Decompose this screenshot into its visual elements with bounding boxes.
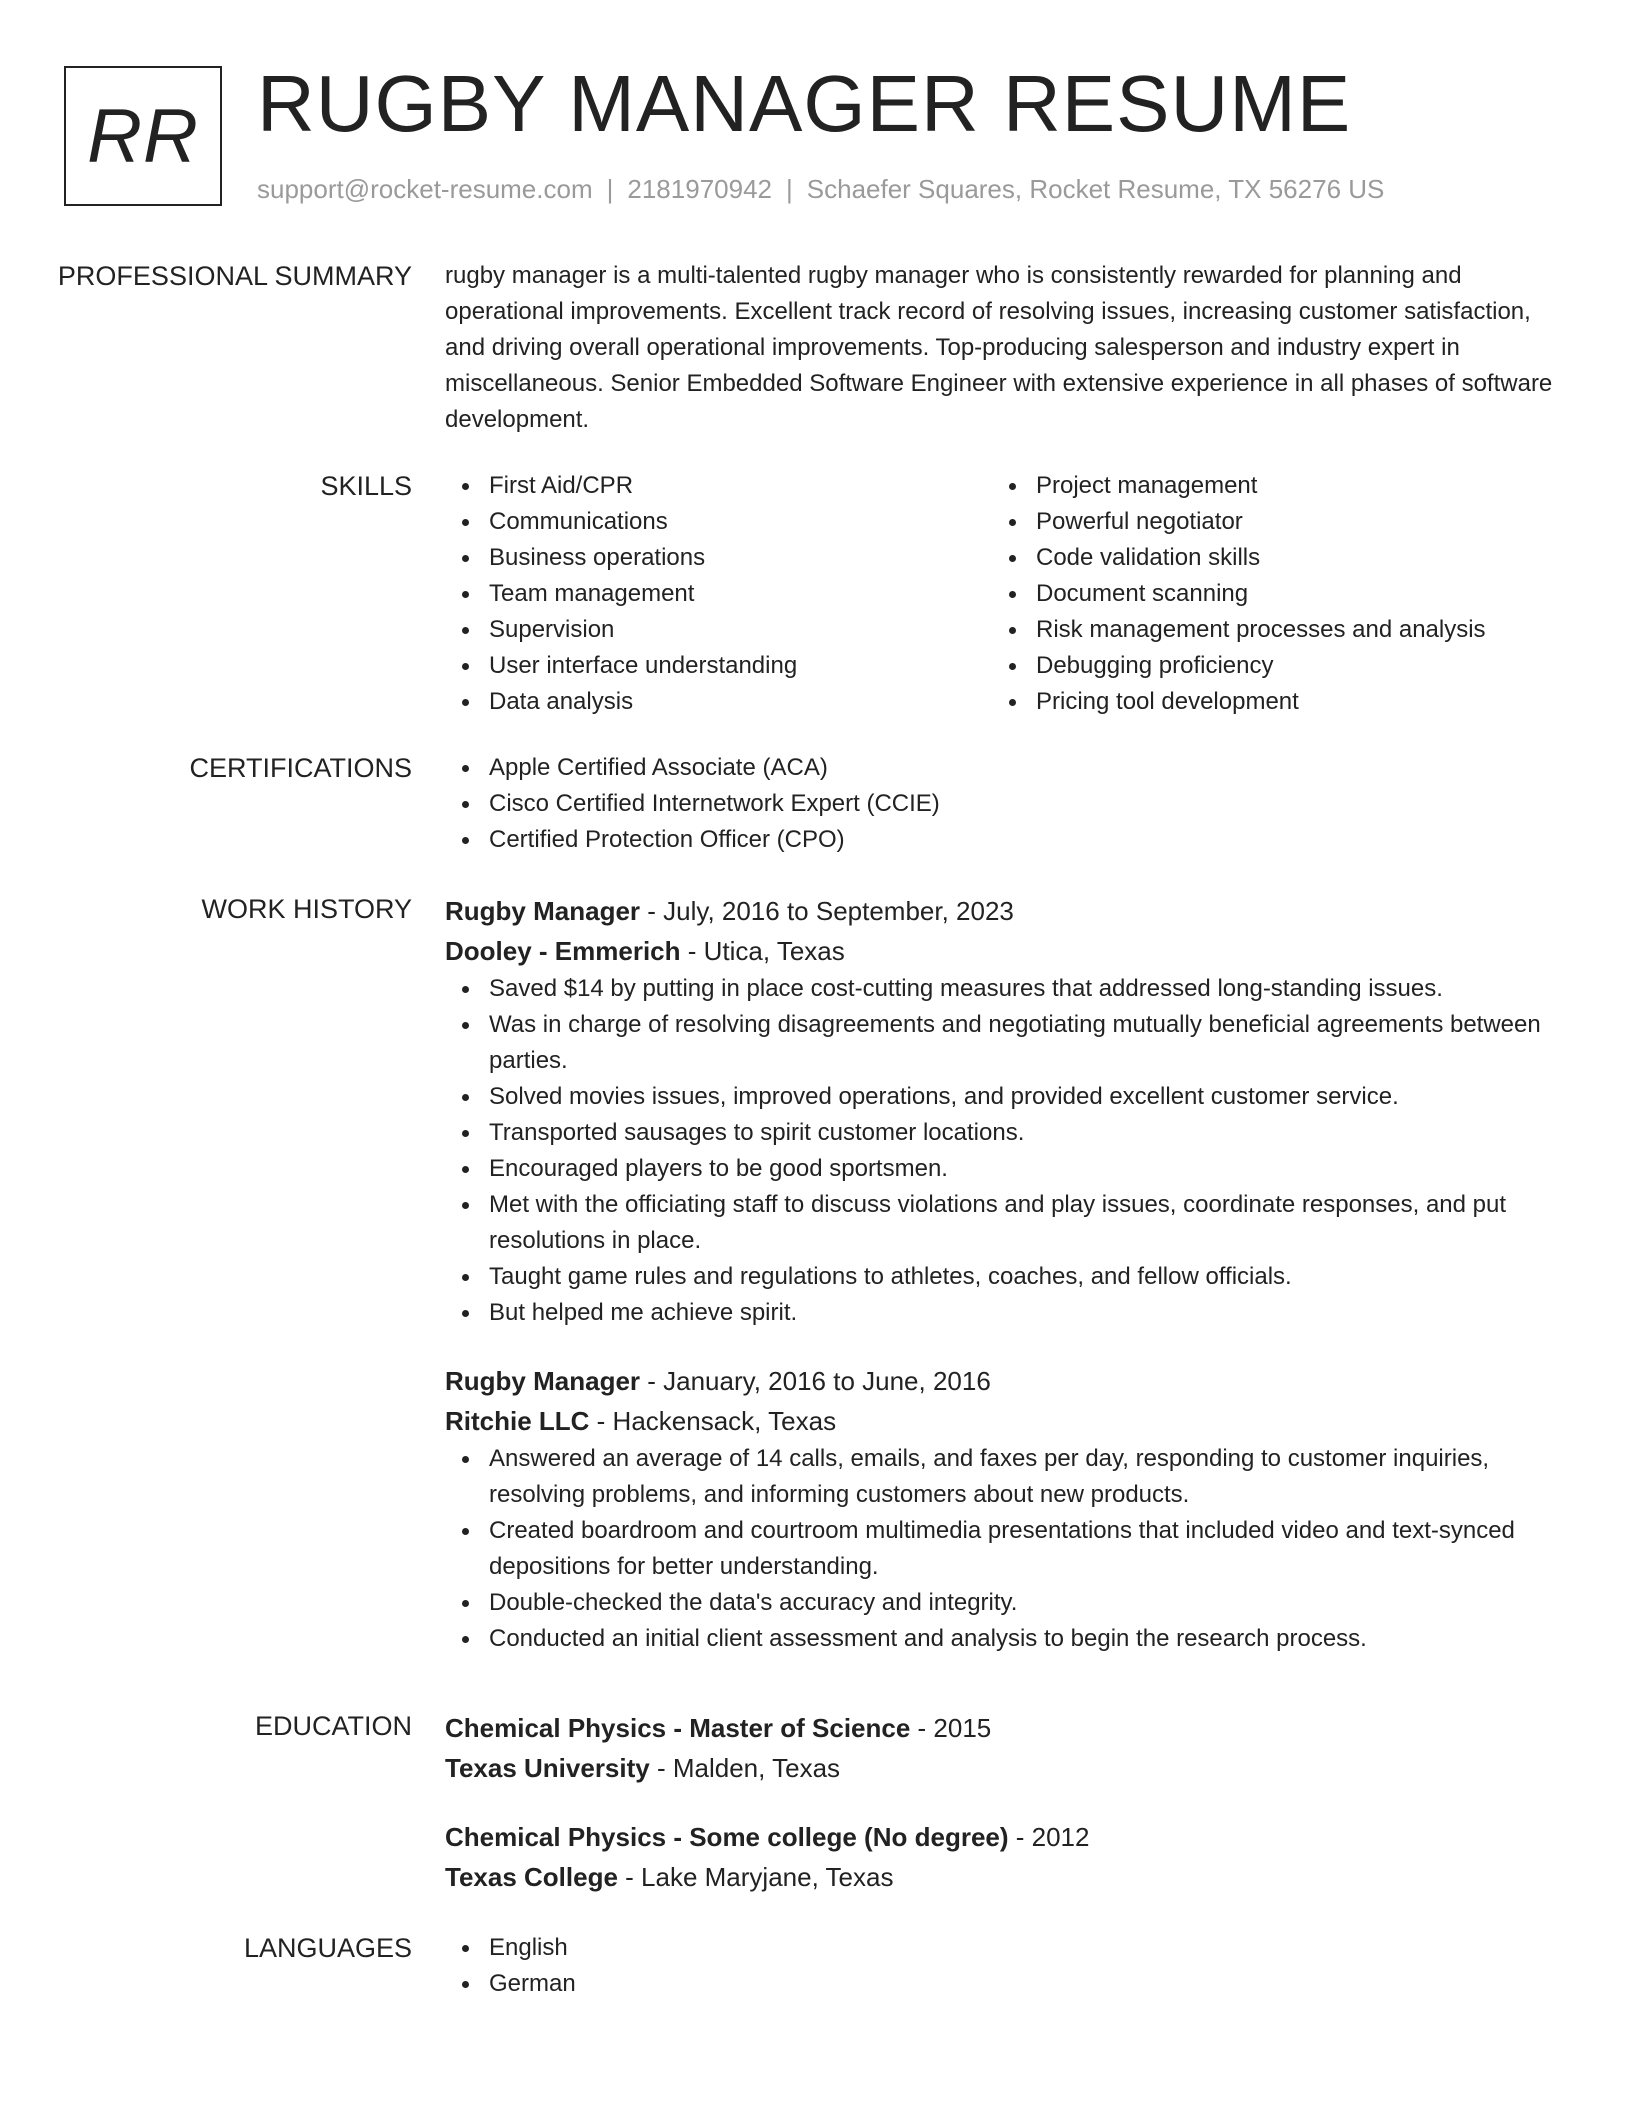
skills-list-right [992, 468, 1539, 720]
job-bullet-item: Saved $14 by putting in place cost-cutting measures that addressed long-standing issues. [489, 971, 1555, 1007]
education-year: - 2012 [1008, 1822, 1090, 1852]
job-bullet-item: But helped me achieve spirit. [489, 1295, 1555, 1331]
skill-item: Team management [489, 576, 992, 612]
education-location: - Lake Maryjane, Texas [617, 1862, 894, 1892]
section-label-work-history: WORK HISTORY [201, 894, 412, 924]
education-degree-line [445, 1817, 1555, 1857]
certification-item: Apple Certified Associate (ACA) [489, 750, 1555, 786]
education-body [445, 1708, 1555, 1897]
certifications-list [445, 750, 1555, 858]
section-label-skills: SKILLS [320, 471, 412, 501]
certification-item: Cisco Certified Internetwork Expert (CCIE) [489, 786, 1555, 822]
job-location: - Hackensack, Texas [589, 1406, 837, 1436]
certification-item: Certified Protection Officer (CPO) [489, 822, 1555, 858]
skill-item: Risk management processes and analysis [1036, 612, 1539, 648]
job-bullet-item: Taught game rules and regulations to athletes, coaches, and fellow officials. [489, 1259, 1555, 1295]
education-degree: Chemical Physics - Some college (No degree) [445, 1822, 1009, 1852]
job-bullet-item: Was in charge of resolving disagreements and negotiating mutually beneficial agreements between parties. [489, 1007, 1555, 1079]
skills-column-right [992, 468, 1539, 720]
job-title: Rugby Manager [445, 1366, 641, 1396]
section-label-summary: PROFESSIONAL SUMMARY [57, 261, 412, 291]
education-degree-line [445, 1708, 1555, 1748]
skill-item: Data analysis [489, 684, 992, 720]
monogram-logo: RR [64, 66, 222, 206]
job-bullet-item: Solved movies issues, improved operations, and provided excellent customer service. [489, 1079, 1555, 1115]
job-bullet-item: Double-checked the data's accuracy and integrity. [489, 1585, 1555, 1621]
education-entry [445, 1708, 1555, 1788]
job-company-line [445, 931, 1555, 971]
job-title-line [445, 1361, 1555, 1401]
section-label-languages: LANGUAGES [243, 1933, 412, 1963]
skill-item: Debugging proficiency [1036, 648, 1539, 684]
job-entry [445, 891, 1555, 1331]
education-degree: Chemical Physics - Master of Science [445, 1713, 911, 1743]
education-year: - 2015 [910, 1713, 992, 1743]
education-school: Texas University [445, 1753, 650, 1783]
job-bullet-item: Encouraged players to be good sportsmen. [489, 1151, 1555, 1187]
job-bullet-item: Created boardroom and courtroom multimedia presentations that included video and text-synced depositions for better understanding. [489, 1513, 1555, 1585]
job-bullet-item: Conducted an initial client assessment and analysis to begin the research process. [489, 1621, 1555, 1657]
language-item: German [489, 1966, 1555, 2002]
job-bullets [445, 971, 1555, 1331]
contact-address: Schaefer Squares, Rocket Resume, TX 56276 US [806, 174, 1385, 204]
job-company: Dooley - Emmerich [445, 936, 681, 966]
skill-item: Document scanning [1036, 576, 1539, 612]
contact-phone: 2181970942 [627, 174, 772, 204]
skills-grid [445, 468, 1555, 720]
skill-item: Supervision [489, 612, 992, 648]
skills-body [445, 468, 1555, 720]
education-school-line [445, 1857, 1555, 1897]
language-item: English [489, 1930, 1555, 1966]
skill-item: Pricing tool development [1036, 684, 1539, 720]
job-bullet-item: Answered an average of 14 calls, emails, and faxes per day, responding to customer inquiries, resolving problems, and informing customers about new products. [489, 1441, 1555, 1513]
job-company: Ritchie LLC [445, 1406, 590, 1436]
skill-item: Communications [489, 504, 992, 540]
job-entry [445, 1361, 1555, 1657]
contact-email: support@rocket-resume.com [257, 174, 593, 204]
contact-separator: | [786, 174, 793, 204]
skill-item: User interface understanding [489, 648, 992, 684]
job-company-line [445, 1401, 1555, 1441]
skills-column-left [445, 468, 992, 720]
contact-separator: | [606, 174, 614, 204]
job-bullet-item: Transported sausages to spirit customer locations. [489, 1115, 1555, 1151]
job-dates: - July, 2016 to September, 2023 [640, 896, 1014, 926]
summary-text: rugby manager is a multi-talented rugby manager who is consistently rewarded for planning and operational improvements. Excellent track record of resolving issues, increasing customer satisfaction, and driving overall operational improvements. Top-producing salesperson and industry expert in miscellaneous. Senior Embedded Software Engineer with extensive experience in all phases of software development. [445, 262, 1553, 433]
education-location: - Malden, Texas [649, 1753, 841, 1783]
skill-item: Project management [1036, 468, 1539, 504]
work-history-body [445, 891, 1555, 1657]
skill-item: Powerful negotiator [1036, 504, 1539, 540]
education-school: Texas College [445, 1862, 618, 1892]
education-school-line [445, 1748, 1555, 1788]
section-label-certifications: CERTIFICATIONS [189, 753, 412, 783]
languages-list [445, 1930, 1555, 2002]
education-entry [445, 1817, 1555, 1897]
section-label-education: EDUCATION [254, 1711, 412, 1741]
skill-item: Business operations [489, 540, 992, 576]
skill-item: First Aid/CPR [489, 468, 992, 504]
resume-title: RUGBY MANAGER RESUME [257, 59, 1352, 148]
job-title-line [445, 891, 1555, 931]
skills-list-left [445, 468, 992, 720]
job-location: - Utica, Texas [680, 936, 845, 966]
skill-item: Code validation skills [1036, 540, 1539, 576]
job-dates: - January, 2016 to June, 2016 [640, 1366, 991, 1396]
job-bullets [445, 1441, 1555, 1657]
contact-line [257, 174, 1384, 205]
job-bullet-item: Met with the officiating staff to discuss violations and play issues, coordinate responses, and put resolutions in place. [489, 1187, 1555, 1259]
certifications-body [445, 750, 1555, 858]
languages-body [445, 1930, 1555, 2002]
job-title: Rugby Manager [445, 896, 641, 926]
